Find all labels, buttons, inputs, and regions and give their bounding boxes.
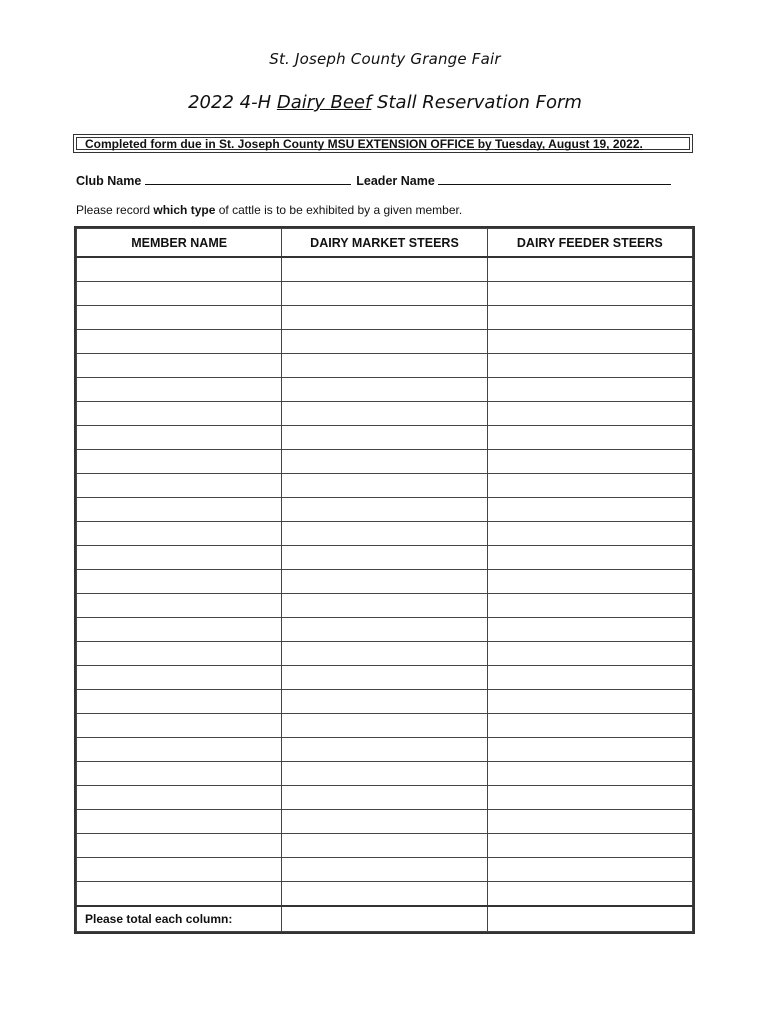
table-row bbox=[77, 834, 693, 858]
member-name-cell[interactable] bbox=[77, 618, 282, 642]
feeder-steers-cell[interactable] bbox=[487, 690, 692, 714]
market-steers-cell[interactable] bbox=[282, 474, 487, 498]
instruction-before: Please record bbox=[76, 203, 154, 217]
member-name-cell[interactable] bbox=[77, 642, 282, 666]
feeder-steers-cell[interactable] bbox=[487, 762, 692, 786]
table-header-row bbox=[77, 229, 693, 258]
table-row bbox=[77, 282, 693, 306]
market-steers-cell[interactable] bbox=[282, 594, 487, 618]
table-row bbox=[77, 330, 693, 354]
market-steers-cell[interactable] bbox=[282, 498, 487, 522]
column-header-dairy-market-steers: DAIRY MARKET STEERS bbox=[282, 229, 487, 258]
member-name-cell[interactable] bbox=[77, 738, 282, 762]
member-name-cell[interactable] bbox=[77, 402, 282, 426]
form-title-underlined: Dairy Beef bbox=[276, 92, 372, 113]
leader-name-label: Leader Name bbox=[356, 174, 435, 188]
market-steers-cell[interactable] bbox=[282, 714, 487, 738]
table-row bbox=[77, 546, 693, 570]
instruction-text bbox=[76, 203, 462, 217]
feeder-steers-cell[interactable] bbox=[487, 882, 692, 907]
table-row bbox=[77, 810, 693, 834]
total-row bbox=[77, 906, 693, 932]
member-name-cell[interactable] bbox=[77, 786, 282, 810]
member-name-cell[interactable] bbox=[77, 690, 282, 714]
table-body bbox=[77, 257, 693, 906]
feeder-steers-cell[interactable] bbox=[487, 810, 692, 834]
feeder-steers-cell[interactable] bbox=[487, 378, 692, 402]
feeder-steers-cell[interactable] bbox=[487, 402, 692, 426]
reservation-table-frame bbox=[74, 226, 695, 934]
market-steers-cell[interactable] bbox=[282, 738, 487, 762]
feeder-steers-cell[interactable] bbox=[487, 834, 692, 858]
table-row bbox=[77, 858, 693, 882]
form-title-prefix: 2022 4-H bbox=[188, 92, 277, 113]
member-name-cell[interactable] bbox=[77, 354, 282, 378]
feeder-steers-cell[interactable] bbox=[487, 642, 692, 666]
table-row bbox=[77, 257, 693, 282]
market-steers-cell[interactable] bbox=[282, 834, 487, 858]
member-name-cell[interactable] bbox=[77, 306, 282, 330]
member-name-cell[interactable] bbox=[77, 450, 282, 474]
market-steers-cell[interactable] bbox=[282, 378, 487, 402]
feeder-steers-cell[interactable] bbox=[487, 546, 692, 570]
feeder-steers-cell[interactable] bbox=[487, 786, 692, 810]
instruction-bold: which type bbox=[153, 203, 216, 217]
column-header-dairy-feeder-steers: DAIRY FEEDER STEERS bbox=[487, 229, 692, 258]
table-row bbox=[77, 426, 693, 450]
table-row bbox=[77, 738, 693, 762]
instruction-after: of cattle is to be exhibited by a given member. bbox=[215, 203, 463, 217]
club-name-field[interactable] bbox=[145, 174, 351, 185]
table-row bbox=[77, 354, 693, 378]
member-name-cell[interactable] bbox=[77, 498, 282, 522]
market-steers-cell[interactable] bbox=[282, 810, 487, 834]
table-row bbox=[77, 690, 693, 714]
table-row bbox=[77, 450, 693, 474]
member-name-cell[interactable] bbox=[77, 666, 282, 690]
form-title bbox=[0, 92, 770, 113]
club-leader-line bbox=[76, 174, 671, 188]
member-name-cell[interactable] bbox=[77, 834, 282, 858]
form-title-suffix: Stall Reservation Form bbox=[371, 92, 582, 113]
feeder-steers-cell[interactable] bbox=[487, 474, 692, 498]
market-steers-cell[interactable] bbox=[282, 858, 487, 882]
table-row bbox=[77, 618, 693, 642]
total-market-steers-cell[interactable] bbox=[282, 906, 487, 932]
table-row bbox=[77, 570, 693, 594]
market-steers-cell[interactable] bbox=[282, 450, 487, 474]
member-name-cell[interactable] bbox=[77, 330, 282, 354]
market-steers-cell[interactable] bbox=[282, 306, 487, 330]
table-row bbox=[77, 642, 693, 666]
feeder-steers-cell[interactable] bbox=[487, 306, 692, 330]
member-name-cell[interactable] bbox=[77, 378, 282, 402]
table-row bbox=[77, 882, 693, 907]
feeder-steers-cell[interactable] bbox=[487, 858, 692, 882]
market-steers-cell[interactable] bbox=[282, 402, 487, 426]
column-header-member-name: MEMBER NAME bbox=[77, 229, 282, 258]
due-notice-inner bbox=[76, 137, 690, 150]
feeder-steers-cell[interactable] bbox=[487, 354, 692, 378]
feeder-steers-cell[interactable] bbox=[487, 426, 692, 450]
table-row bbox=[77, 474, 693, 498]
total-feeder-steers-cell[interactable] bbox=[487, 906, 692, 932]
member-name-cell[interactable] bbox=[77, 762, 282, 786]
member-name-cell[interactable] bbox=[77, 570, 282, 594]
member-name-cell[interactable] bbox=[77, 858, 282, 882]
feeder-steers-cell[interactable] bbox=[487, 522, 692, 546]
feeder-steers-cell[interactable] bbox=[487, 618, 692, 642]
fair-name: St. Joseph County Grange Fair bbox=[269, 50, 501, 68]
market-steers-cell[interactable] bbox=[282, 690, 487, 714]
member-name-cell[interactable] bbox=[77, 546, 282, 570]
table-row bbox=[77, 762, 693, 786]
feeder-steers-cell[interactable] bbox=[487, 666, 692, 690]
market-steers-cell[interactable] bbox=[282, 570, 487, 594]
feeder-steers-cell[interactable] bbox=[487, 594, 692, 618]
market-steers-cell[interactable] bbox=[282, 426, 487, 450]
member-name-cell[interactable] bbox=[77, 474, 282, 498]
market-steers-cell[interactable] bbox=[282, 642, 487, 666]
due-notice-box bbox=[73, 134, 693, 153]
table-row bbox=[77, 306, 693, 330]
table-row bbox=[77, 522, 693, 546]
market-steers-cell[interactable] bbox=[282, 786, 487, 810]
feeder-steers-cell[interactable] bbox=[487, 714, 692, 738]
market-steers-cell[interactable] bbox=[282, 666, 487, 690]
feeder-steers-cell[interactable] bbox=[487, 257, 692, 282]
table-row bbox=[77, 714, 693, 738]
feeder-steers-cell[interactable] bbox=[487, 330, 692, 354]
market-steers-cell[interactable] bbox=[282, 882, 487, 907]
market-steers-cell[interactable] bbox=[282, 330, 487, 354]
club-name-label: Club Name bbox=[76, 174, 142, 188]
market-steers-cell[interactable] bbox=[282, 762, 487, 786]
member-name-cell[interactable] bbox=[77, 594, 282, 618]
market-steers-cell[interactable] bbox=[282, 282, 487, 306]
table-row bbox=[77, 402, 693, 426]
feeder-steers-cell[interactable] bbox=[487, 738, 692, 762]
reservation-table bbox=[76, 228, 693, 932]
table-row bbox=[77, 378, 693, 402]
due-notice-text: Completed form due in St. Joseph County MSU EXTENSION OFFICE by bbox=[85, 137, 496, 151]
market-steers-cell[interactable] bbox=[282, 257, 487, 282]
feeder-steers-cell[interactable] bbox=[487, 570, 692, 594]
member-name-cell[interactable] bbox=[77, 257, 282, 282]
table-row bbox=[77, 666, 693, 690]
feeder-steers-cell[interactable] bbox=[487, 450, 692, 474]
member-name-cell[interactable] bbox=[77, 522, 282, 546]
leader-name-field[interactable] bbox=[438, 174, 671, 185]
market-steers-cell[interactable] bbox=[282, 618, 487, 642]
total-label: Please total each column: bbox=[77, 906, 282, 932]
table-row bbox=[77, 594, 693, 618]
table-row bbox=[77, 786, 693, 810]
market-steers-cell[interactable] bbox=[282, 354, 487, 378]
feeder-steers-cell[interactable] bbox=[487, 282, 692, 306]
member-name-cell[interactable] bbox=[77, 882, 282, 907]
member-name-cell[interactable] bbox=[77, 426, 282, 450]
table-row bbox=[77, 498, 693, 522]
feeder-steers-cell[interactable] bbox=[487, 498, 692, 522]
due-deadline: Tuesday, August 19, 2022. bbox=[495, 137, 643, 151]
member-name-cell[interactable] bbox=[77, 282, 282, 306]
member-name-cell[interactable] bbox=[77, 714, 282, 738]
member-name-cell[interactable] bbox=[77, 810, 282, 834]
market-steers-cell[interactable] bbox=[282, 522, 487, 546]
market-steers-cell[interactable] bbox=[282, 546, 487, 570]
